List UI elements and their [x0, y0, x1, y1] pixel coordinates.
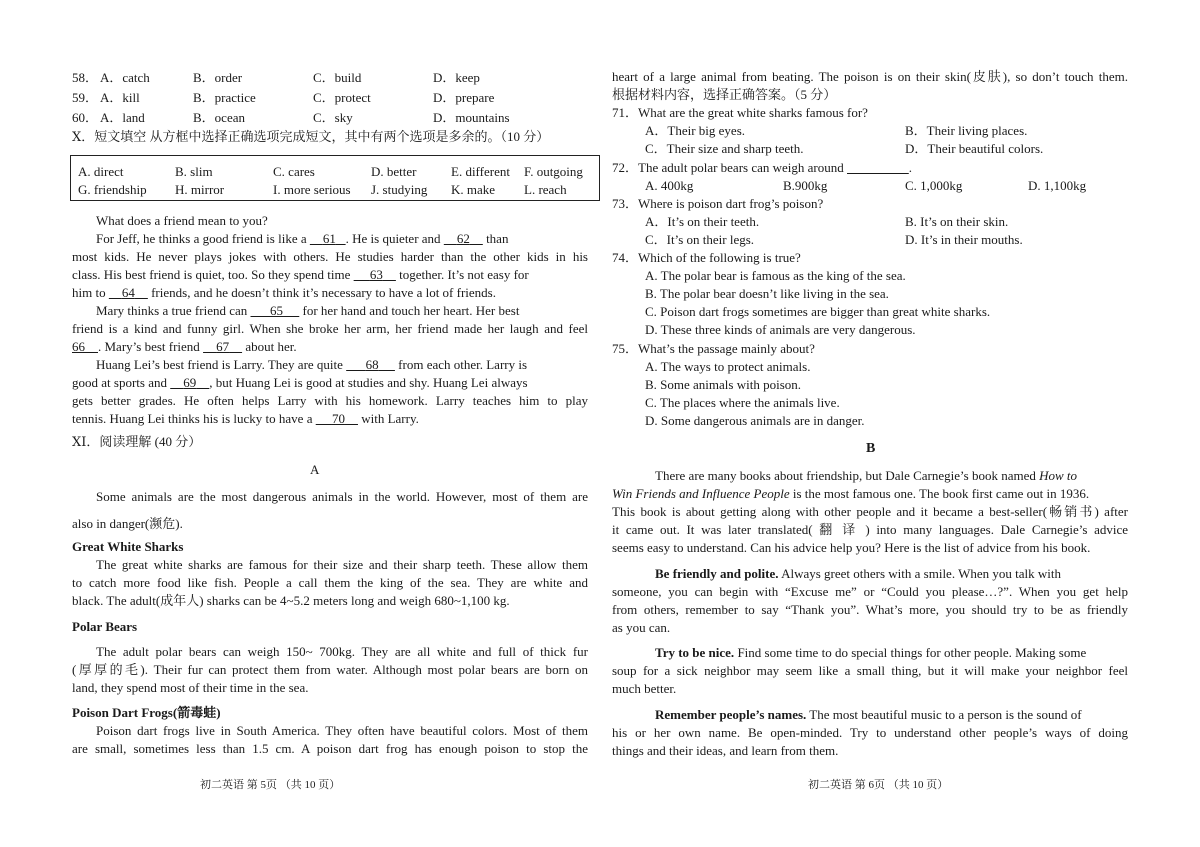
advice-paragraph: Remember people’s names. The most beautiful music to a person is the sound of: [655, 707, 1082, 722]
question-number: 58．: [72, 70, 99, 85]
section-x-heading: Ⅹ．短文填空 从方框中选择正确选项完成短文，其中有两个选项是多余的。（10 分）: [72, 129, 550, 144]
sharks-text: The great white sharks are famous for their size and their sharp teeth. These allow them: [96, 557, 588, 572]
blank-63: 63: [369, 267, 383, 282]
option-b: B．practice: [193, 90, 256, 105]
cloze-line: class. His best friend is quiet, too. So they spend time 63 together. It’s not easy for: [72, 267, 529, 282]
word-option: K. make: [451, 182, 496, 197]
word-option: G. friendship: [78, 182, 147, 197]
option-b: B．order: [193, 70, 243, 85]
sharks-title: Great White Sharks: [72, 539, 184, 554]
blank-62: 62: [456, 231, 470, 246]
cloze-line: Huang Lei’s best friend is Larry. They are quite 68 from each other. Larry is: [96, 357, 528, 372]
option-b: B. Some animals with poison.: [645, 377, 801, 392]
option-d: D．prepare: [433, 90, 495, 105]
option-c: C．Their size and sharp teeth.: [645, 141, 804, 156]
option-a: A．Their big eyes.: [645, 123, 746, 138]
frogs-title: Poison Dart Frogs(箭毒蛙): [72, 705, 221, 720]
blank-70: 70: [331, 411, 345, 426]
option-d: D. These three kinds of animals are very dangerous.: [645, 322, 916, 337]
advice-heading: Try to be nice.: [655, 645, 735, 660]
option-a: A．kill: [100, 90, 140, 105]
cloze-intro: What does a friend mean to you?: [96, 213, 268, 228]
option-c: C．It’s on their legs.: [645, 232, 755, 247]
blank-67: 67: [216, 339, 230, 354]
passage-b-text: There are many books about friendship, but Dale Carnegie’s book named How to: [655, 468, 1078, 483]
bears-title: Polar Bears: [72, 619, 138, 634]
frogs-text-continued: heart of a large animal from beating. The poison is on their skin(皮肤), so don’t touch them.: [612, 69, 1128, 84]
question-number: 60．: [72, 110, 99, 125]
advice-paragraph: Be friendly and polite. Always greet others with a smile. When you talk with: [655, 566, 1061, 581]
word-option: J. studying: [371, 182, 428, 197]
option-a: A．catch: [100, 70, 150, 85]
question-71: 71．What are the great white sharks famous for?: [612, 105, 868, 120]
passage-b-text: from others, remember to say “Thank you”. What’s more, you should try to be as friendly: [612, 602, 1128, 617]
frogs-text: are small, sometimes less than 1.5 cm. A poison dart frog has enough poison to stop the: [72, 741, 588, 756]
blank-65: 65: [270, 303, 284, 318]
answer-instruction: 根据材料内容，选择正确答案。（5 分）: [612, 87, 837, 102]
option-b: B. It’s on their skin.: [905, 214, 1009, 229]
advice-heading: Be friendly and polite.: [655, 566, 779, 581]
option-b: B.900kg: [783, 178, 828, 193]
passage-a-label: A: [310, 462, 320, 477]
advice-heading: Remember people’s names.: [655, 707, 807, 722]
passage-b-text: his or her own name. Be open-minded. Try to understand other people’s ways of doing: [612, 725, 1128, 740]
bears-text: (厚厚的毛). Their fur can protect them from water. Although most polar bears are born on: [72, 662, 588, 677]
option-c: C．protect: [313, 90, 371, 105]
cloze-line: good at sports and 69 , but Huang Lei is good at studies and shy. Huang Lei always: [72, 375, 528, 390]
cloze-line: friend is a kind and funny girl. When she broke her arm, her friend made her laugh and feel: [72, 321, 588, 336]
option-c: C．build: [313, 70, 362, 85]
blank-66: 66: [72, 339, 85, 354]
question-number: 59．: [72, 90, 99, 105]
option-d: D. Some dangerous animals are in danger.: [645, 413, 865, 428]
option-a: A. The polar bear is famous as the king of the sea.: [645, 268, 906, 283]
option-c: C. Poison dart frogs sometimes are bigger than great white sharks.: [645, 304, 991, 319]
option-c: C．sky: [313, 110, 353, 125]
word-option: C. cares: [273, 164, 315, 179]
word-option: E. different: [451, 164, 510, 179]
page-footer: 初二英语 第 5页 （共 10 页）: [200, 779, 341, 791]
word-option: F. outgoing: [524, 164, 583, 179]
cloze-line: Mary thinks a true friend can 65 for her hand and touch her heart. Her best: [96, 303, 520, 318]
sharks-text: black. The adult(成年人) sharks can be 4~5.2 meters long and weigh 680~1,100 kg.: [72, 593, 510, 608]
passage-a-intro: also in danger(濒危).: [72, 516, 183, 531]
passage-b-text: soup for a sick neighbor may seem like a small thing, but it will make your neighbor feel: [612, 663, 1128, 678]
passage-b-text: Win Friends and Influence People is the most famous one. The book first came out in 1936.: [612, 486, 1090, 501]
sharks-text: to catch more food like fish. People a call them the king of the sea. They are white and: [72, 575, 588, 590]
passage-b-text: someone, you can begin with “Excuse me” or “Could you please…?”. When you get help: [612, 584, 1128, 599]
option-a: A. The ways to protect animals.: [645, 359, 811, 374]
option-d: D. It’s in their mouths.: [905, 232, 1023, 247]
option-c: C. The places where the animals live.: [645, 395, 840, 410]
cloze-line: tennis. Huang Lei thinks his is lucky to have a 70 with Larry.: [72, 411, 419, 426]
passage-b-text: much better.: [612, 681, 677, 696]
answer-blank: [847, 160, 909, 175]
option-d: D．Their beautiful colors.: [905, 141, 1044, 156]
blank-64: 64: [121, 285, 135, 300]
question-73: 73．Where is poison dart frog’s poison?: [612, 196, 824, 211]
passage-a-intro: Some animals are the most dangerous animals in the world. However, most of them are: [96, 489, 588, 504]
cloze-line: gets better grades. He often helps Larry with his homework. Larry teaches him to play: [72, 393, 588, 408]
word-option: H. mirror: [175, 182, 225, 197]
frogs-text: Poison dart frogs live in South America. They often have beautiful colors. Most of them: [96, 723, 588, 738]
option-c: C. 1,000kg: [905, 178, 963, 193]
option-a: A．It’s on their teeth.: [645, 214, 760, 229]
option-b: B. The polar bear doesn’t like living in the sea.: [645, 286, 889, 301]
section-xi-heading: ⅩⅠ．阅读理解 (40 分）: [72, 434, 202, 449]
passage-b-text: it came out. It was later translated( 翻 译 ) into many languages. Dale Carnegie’s advice: [612, 522, 1128, 537]
passage-b-text: as you can.: [612, 620, 671, 635]
cloze-line: most kids. He never plays jokes with others. He studies harder than the other kids in his: [72, 249, 588, 264]
word-option: A. direct: [78, 164, 124, 179]
passage-b-text: seems easy to understand. Can his advice help you? Here is the list of advice from his book.: [612, 540, 1091, 555]
cloze-line: 66 . Mary’s best friend 67 about her.: [72, 339, 297, 354]
option-b: B．ocean: [193, 110, 245, 125]
cloze-line: For Jeff, he thinks a good friend is like a 61 . He is quieter and 62 than: [96, 231, 509, 246]
blank-69: 69: [183, 375, 197, 390]
bears-text: The adult polar bears can weigh 150~ 700kg. They are all white and full of thick fur: [96, 644, 588, 659]
option-a: A．land: [100, 110, 145, 125]
passage-b-label: B: [866, 441, 876, 456]
option-a: A. 400kg: [645, 178, 694, 193]
advice-paragraph: Try to be nice. Find some time to do special things for other people. Making some: [655, 645, 1087, 660]
question-75: 75．What’s the passage mainly about?: [612, 341, 815, 356]
passage-b-text: This book is about getting along with other people and it became a best-seller(畅销书) after: [612, 504, 1128, 519]
page-footer: 初二英语 第 6页 （共 10 页）: [808, 779, 949, 791]
option-b: B．Their living places.: [905, 123, 1028, 138]
blank-61: 61: [322, 231, 336, 246]
bears-text: land, they spend most of their time in the sea.: [72, 680, 309, 695]
blank-68: 68: [365, 357, 379, 372]
word-option: D. better: [371, 164, 417, 179]
option-d: D．keep: [433, 70, 480, 85]
question-72: 72．The adult polar bears can weigh around .: [612, 160, 913, 175]
cloze-line: him to 64 friends, and he doesn’t think it’s necessary to have a lot of friends.: [72, 285, 496, 300]
book-title: Win Friends and Influence People: [612, 486, 790, 501]
option-d: D. 1,100kg: [1028, 178, 1087, 193]
passage-b-text: things and their ideas, and learn from them.: [612, 743, 839, 758]
question-74: 74．Which of the following is true?: [612, 250, 801, 265]
word-option: B. slim: [175, 164, 213, 179]
option-d: D．mountains: [433, 110, 510, 125]
book-title: How to: [1039, 468, 1078, 483]
word-option: L. reach: [524, 182, 567, 197]
word-option: I. more serious: [273, 182, 351, 197]
